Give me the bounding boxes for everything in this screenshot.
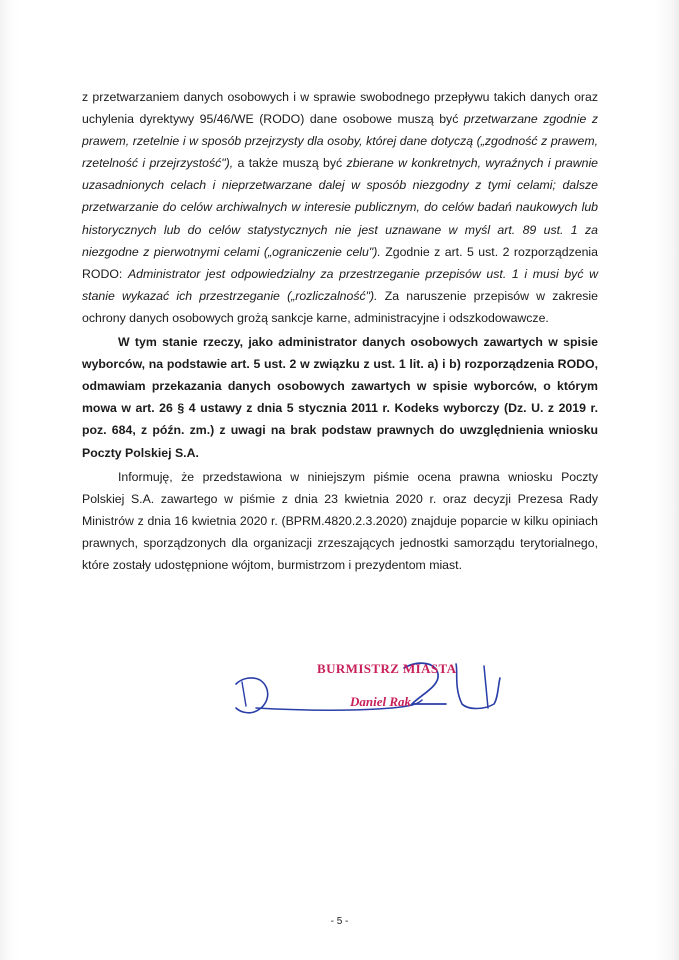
paragraph-decision: W tym stanie rzeczy, jako administrator danych osobowych zawartych w spisie wyborców, na podstawie art. 5 ust. 2 w związku z ust. 1 lit. a) i b) rozporządzenia RODO, odmawiam przekazania danych osobowych zawartych w spisie wyborców, o którym mowa w art. 26 § 4 ustawy z dnia 5 stycznia 2011 r. Kodeks wyborczy (Dz. U. z 2019 r. poz. 684, z późn. zm.) z uwagi na brak podstaw prawnych do uwzględnienia wniosku Poczty Polskiej S.A. — [82, 335, 598, 460]
paragraph-information: Informuję, że przedstawiona w niniejszym piśmie ocena prawna wniosku Poczty Polskiej S.A. zawartego w piśmie z dnia 23 kwietnia 2020 r. oraz decyzji Prezesa Rady Ministrów z dnia 16 kwietnia 2020 r. (BPRM.4820.2.3.2020) znajduje poparcie w kilku opiniach prawnych, sporządzonych dla organizacji zrzeszających jednostki samorządu terytorialnego, które zostały udostępnione wójtom, burmistrzom i prezydentom miast. — [82, 469, 598, 572]
para1-italic-quote-3: Administrator jest odpowiedzialny za przestrzeganie przepisów ust. 1 i musi być w stanie wykazać ich przestrzeganie („rozliczalność"). — [82, 266, 598, 303]
para1-italic-quote-1: przetwarzane zgodnie z prawem, rzetelnie i w sposób przejrzysty dla osoby, której dane dotyczą („zgodność z prawem, rzetelność i przejrzystość"), — [82, 112, 598, 171]
para1-italic-quote-2: zbierane w konkretnych, wyraźnych i prawnie uzasadnionych celach i nieprzetwarzane dalej w sposób niezgodny z tymi celami; dalsze przetwarzanie do celów archiwalnych w interesie publicznym, do celów badań naukowych lub historycznych lub do celów statystycznych nie jest uznawane w myśl art. 89 ust. 1 za niezgodne z pierwotnymi celami („ograniczenie celu"). — [82, 156, 599, 259]
para1-text-2: a także muszą być — [233, 156, 347, 171]
stamp-title: BURMISTRZ MIASTA — [317, 661, 457, 676]
document-body — [82, 86, 598, 576]
stamp-signatory-name: Daniel Rak — [350, 694, 412, 709]
handwritten-signature — [222, 648, 522, 728]
signature-stamp — [222, 648, 522, 728]
paragraph-legal-basis — [82, 86, 598, 329]
page-number: - 5 - — [330, 916, 349, 927]
para1-text-3: Zgodnie z art. 5 ust. 2 rozporządzenia RODO: — [82, 244, 598, 281]
para1-text-4: Za naruszenie przepisów w zakresie ochrony danych osobowych grożą sankcje karne, administracyjne i odszkodowawcze. — [82, 288, 599, 325]
para1-text-1: z przetwarzaniem danych osobowych i w sprawie swobodnego przepływu takich danych oraz uchylenia dyrektywy 95/46/WE (RODO) dane osobowe muszą być — [82, 90, 598, 127]
